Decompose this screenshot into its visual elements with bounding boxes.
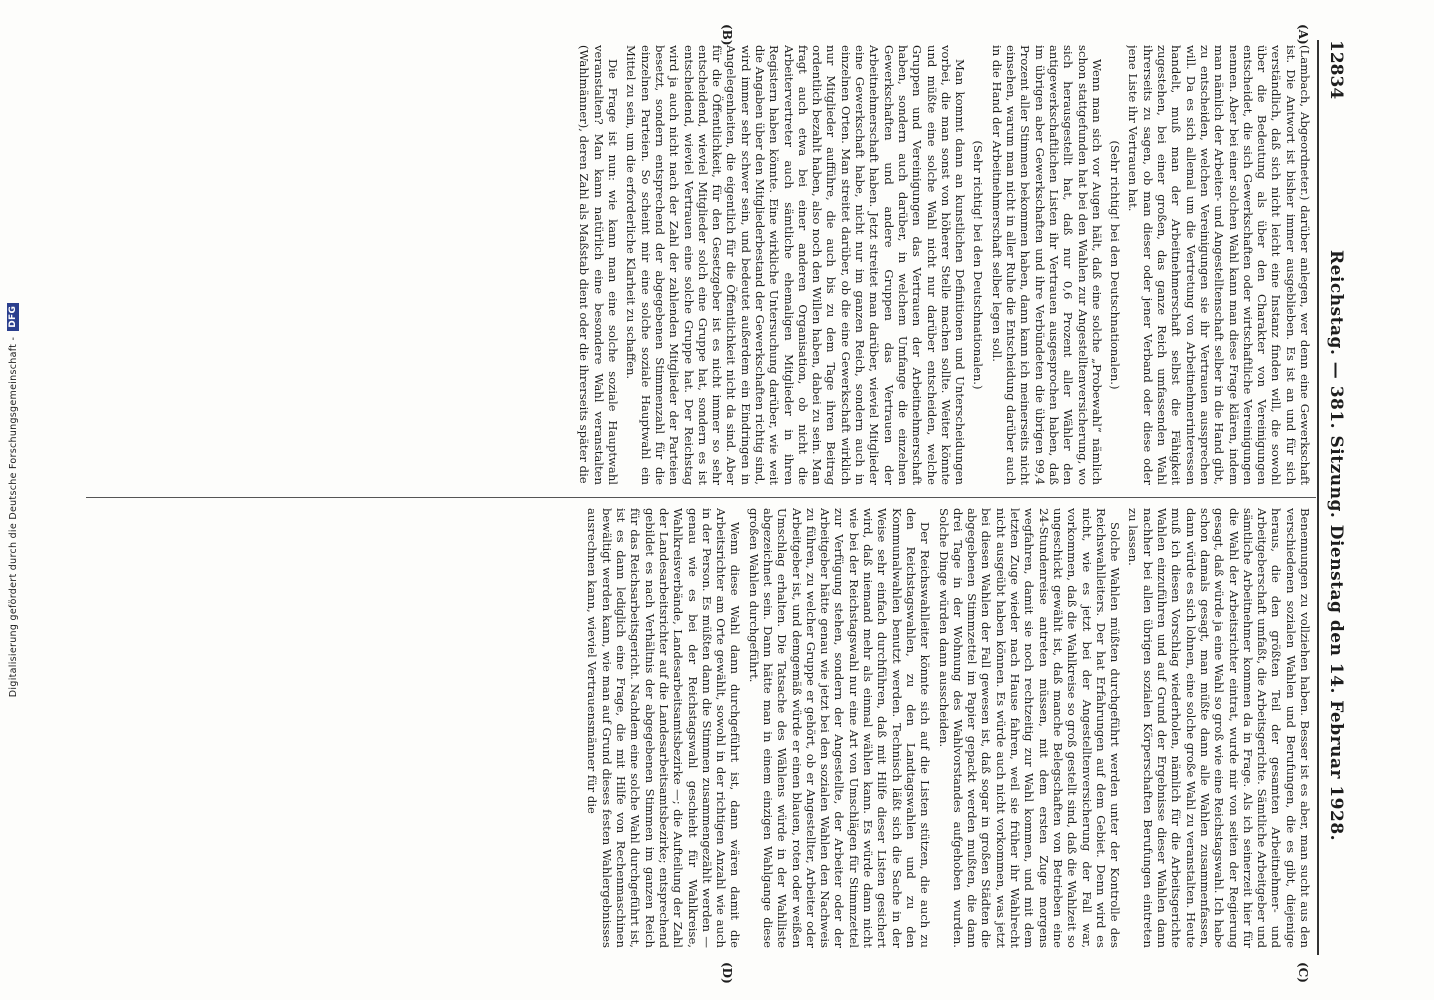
interjection: (Sehr richtig! bei den Deutschnationalen.) (971, 140, 986, 390)
paragraph: (Lambach, Abgeordneter.) darüber anlegen, wer denn eine Gewerkschaft ist. Die Antwort ist bisher immer ausgeblieben. Es ist an und für sich verständlich, daß sich nicht leicht eine Instanz finden will, die sowohl über die Bedeutung als über den Charakter von Vereinigungen entscheidet, die sich Gewerkschaften oder wirtschaftliche Vereinigungen nennen. Aber bei einer solchen Wahl kann man diese Frage klären, indem man nämlich der Arbeiter- und Angestelltenschaft selber in die Hand gibt, zu entscheiden, welchen Vereinigungen sie ihr Vertrauen aussprechen will. Da es sich allemal um die Vertretung von Arbeitnehmerinteressen handelt, muß man der Arbeitnehmerschaft selbst die Fähigkeit zugestehen, bei einer großen, das ganze Reich umfassenden Wahl ihrerseits zu sagen, ob man dieser oder jener Verband oder diese oder jene Liste ihr Vertrauen hat. (1126, 45, 1312, 485)
paragraph: Solche Wahlen müßten durchgeführt werden unter der Kontrolle des Reichswahlleiters. Der hat Erfahrungen auf dem Gebiet. Denn wird es nicht, wie es jetzt bei der Angestelltenversicherung der Fall war, vorkommen, daß die Wahlkreise so groß gestellt sind, daß die Wahlzeit so ungeschickt gewählt ist, daß manche Belegschaften von Betrieben eine 24-Stundenreise antreten müssen, mit dem ersten Zuge morgens wegfahren, damit sie noch rechtzeitig zur Wahl kommen, und mit dem letzten Zuge wieder nach Hause fahren, weil sie früher ihr Wahlrecht nicht ausgeübt haben können. Es würde auch nicht vorkommen, was jetzt bei diesen Wahlen der Fall gewesen ist, daß sogar in großen Städten die abgegebenen Stimmzettel im Papier gepackt werden mußten, die dann drei Tage in der Wohnung des Wahlvorstandes aufgehoben wurden. Solche Dinge würden dann ausscheiden. (936, 508, 1123, 948)
dfg-logo-icon: DFG (7, 303, 19, 331)
column-divider (86, 497, 1316, 498)
credit-text: Digitalisierung gefördert durch die Deutsche Forschungsgemeinschaft - (7, 336, 19, 698)
paragraph: Man kommt dann an kunstlichen Definitionen und Unterscheidungen vorbei, die man sonst von höherer Stelle machen sollte. Weiter könnte und müßte eine solche Wahl nicht nur darüber entscheiden, welche Gruppen und Vereinigungen das Vertrauen der Arbeitnehmerschaft haben, sondern auch darüber, in welchem Umfange die einzelnen Gewerkschaften und andere Gruppen das Vertrauen der Arbeitnehmerschaft haben. Jetzt streitet man darüber, wieviel Mitglieder eine Gewerkschaft habe, nicht nur im ganzen Reich, sondern auch in einzelnen Orten. Man streitet darüber, ob die eine Gewerkschaft wirklich nur Mitglieder aufführe, die auch bis zu dem Tage ihren Beitrag ordentlich bezahlt haben, also noch den Willen haben, dabei zu sein. Man fragt auch etwa bei einer anderen Organisation, ob nicht die Arbeitervertreter auch sämtliche ehemaligen Mitglieder in ihren Registern haben könnte. Eine wirkliche Untersuchung darüber, wie weit die Angaben über den Mitgliederbestand der Gewerkschaften richtig sind, wird immer sehr schwer sein, und bedeutet außerdem ein Eindringen in Angelegenheiten, die eigentlich für die Öffentlichkeit nicht da sind. Aber für die Öffentlichkeit, für den Gesetzgeber ist es nicht immer so sehr entscheidend, wieviel Mitglieder solch eine Gruppe hat, sondern es ist entscheidend, wieviel Vertrauen eine solche Gruppe hat. Der Reichstag wird ja auch nicht nach der Zahl der zahlenden Mitglieder der Parteien besetzt, sondern entsprechend der abgegebenen Stimmenzahl für die einzelnen Parteien. So scheint mir eine solche soziale Hauptwahl ein Mittel zu sein, um die erforderliche Klarheit zu schaffen. (624, 45, 968, 485)
digitization-credit (4, 0, 24, 1000)
margin-marker-c: (C) (1296, 962, 1310, 983)
page-number: 12834 (1326, 40, 1346, 100)
left-column (82, 45, 1312, 485)
header-rule (1317, 40, 1319, 955)
margin-marker-b: (B) (720, 24, 734, 46)
paragraph: Der Reichswahlleiter könnte sich auf die Listen stützen, die auch zu den Reichstagswahlen, zu den Landtagswahlen und zu den Kommunalwahlen benutzt werden. Technisch läßt sich die Sache in der Weise sehr einfach durchführen, daß mit Hilfe dieser Listen gesichert wird, daß niemand mehr als einmal wählen kann. Es würde dann nicht wie bei der Reichstagswahl nur eine Art von Umschlägen für Stimmzettel zur Verfügung stehen, sondern der Angestellte, der Arbeiter oder der Arbeitgeber hätte genau wie jetzt bei den sozialen Wahlen den Nachweis zu führen, zu welcher Gruppe er gehört, ob er Angestellter, Arbeiter oder Arbeitgeber ist, und demgemäß würde er einen blauen, roten oder weißen Umschlag erhalten. Die Tatsache des Wählens würde in der Wahlliste abgezeichnet sein. Dann hätte man in einem einzigen Wahlgange diese großen Wahlen durchgeführt. (746, 508, 933, 948)
interjection: (Sehr richtig! bei den Deutschnationalen.) (1108, 140, 1123, 390)
page-header (1320, 40, 1356, 955)
paragraph: Wenn man sich vor Augen hält, daß eine solche „Probewahl“ nämlich schon stattgefunden hat bei den Wahlen zur Angestelltenversicherung, wo sich herausgestellt hat, daß nur 0,6 Prozent aller Wähler den antigewerkschaftlichen Listen ihr Vertrauen ausgesprochen haben, daß im übrigen aber Gewerkschaften und ihre Verbündeten die übrigen 99,4 Prozent aller Stimmen bekommen haben, dann kann ich meinerseits nicht einsehen, warum man nicht in aller Ruhe die Entscheidung darüber auch in die Hand der Arbeitnehmerschaft selber legen soll. (989, 45, 1104, 485)
margin-marker-d: (D) (720, 962, 734, 984)
paragraph: Die Frage ist nun: wie kann man eine solche soziale Hauptwahl veranstalten? Man kann natürlich eine besondere Wahl veranstalten (Wahlmänner), deren Zahl als Maßstab dient oder die ihrerseits später die (577, 45, 621, 485)
right-column (82, 508, 1312, 948)
paragraph: Benennungen zu vollziehen haben. Besser ist es aber, man sucht aus den verschiedenen sozialen Wahlen und Berufungen, die es gibt, diejenige heraus, die den größten Teil der gesamten Arbeitnehmer- und Arbeitgeberschaft umfaßt, die Arbeitsgerichte. Sämtliche Arbeitgeber und sämtliche Arbeitnehmer kommen da in Frage. Als ich seinerzeit hier für die Wahl der Arbeitsrichter eintrat, wurde mir von seiten der Regierung gesagt, daß würde ja eine Wahl so groß wie eine Reichstagswahl. Ich habe schon damals gesagt, man müßte dann alle Wahlen zusammenfassen, dann würde es sich lohnen, eine solche große Wahl zu veranstalten. Heute muß ich diesen Vorschlag wiederholen, nämlich für die Arbeitsgerichte Wahlen einzuführen und auf Grund der Ergebnisse dieser Wahlen dann nachher bei allen übrigen sozialen Körperschaften Berufungen eintreten zu lassen. (1126, 508, 1312, 948)
margin-marker-a: (A) (1296, 24, 1310, 45)
paragraph: Wenn diese Wahl dann durchgeführt ist, dann wären damit die Arbeitsrichter am Orte gewählt, sowohl in der richtigen Anzahl wie auch in der Person. Es müßten dann die Stimmen zusammengezählt werden — genau wie es bei der Reichstagswahl geschieht für Wahlkreise, Wahlkreisverbände, Landesarbeitsamtsbezirke —; die Aufteilung der Zahl der Landesarbeitsrichter auf die Landesarbeitsamtsbezirke; entsprechend gebildet es nach Verhältnis der abgegebenen Stimmen im ganzen Reich für das Reichsarbeitsgericht. Nachdem eine solche Wahl durchgeführt ist, ist es dann lediglich eine Frage, die mit Hilfe von Rechenmaschinen bewältigt werden kann, wie man auf Grund dieses festen Wahlergebnisses ausrechnen kann, wieviel Vertrauensmänner für die (585, 508, 743, 948)
page-title: Reichstag. — 381. Sitzung. Dienstag den 14. Februar 1928. (1326, 250, 1346, 842)
